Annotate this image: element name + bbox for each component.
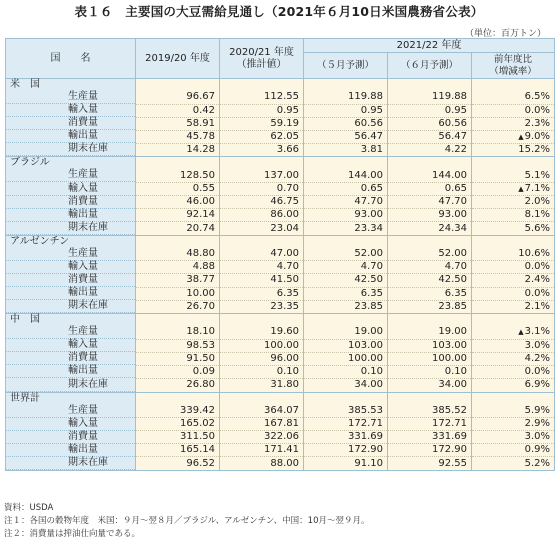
value-cell: 42.50 (388, 274, 472, 287)
value-cell: 4.70 (388, 261, 472, 274)
value-cell: 20.74 (136, 222, 220, 236)
value-cell: 56.47 (304, 130, 388, 143)
change-value: 2.4% (524, 274, 551, 286)
value-cell: 172.90 (388, 444, 472, 457)
value-cell: 26.70 (136, 300, 220, 314)
item-label: 期末在庫 (6, 222, 135, 235)
change-cell (472, 91, 555, 104)
value-cell: 4.70 (304, 261, 388, 274)
item-label: 輸入量 (6, 183, 135, 196)
item-label-cell (6, 261, 136, 274)
value-cell: 144.00 (304, 169, 388, 182)
change-value: 5.1% (524, 169, 551, 181)
item-label: 消費量 (6, 352, 135, 365)
change-cell (472, 209, 555, 222)
item-label-cell (6, 182, 136, 195)
change-cell (472, 196, 555, 209)
value-cell: 322.06 (220, 431, 304, 444)
value-cell: 31.80 (220, 379, 304, 393)
group-row (6, 157, 555, 170)
value-cell: 38.77 (136, 274, 220, 287)
empty-cell (220, 79, 304, 92)
header-2020 (220, 39, 304, 79)
group-name-cell (6, 392, 136, 405)
value-cell: 3.81 (304, 143, 388, 157)
item-label: 輸出量 (6, 209, 135, 222)
unit-label: （単位：百万トン） (464, 29, 546, 39)
value-cell: 45.78 (136, 130, 220, 143)
change-cell (472, 379, 555, 393)
item-label-cell (6, 222, 136, 236)
value-cell: 98.53 (136, 339, 220, 352)
change-cell (472, 143, 555, 157)
empty-cell (136, 235, 220, 248)
value-cell: 0.55 (136, 182, 220, 195)
value-cell: 47.70 (304, 196, 388, 209)
empty-cell (388, 79, 472, 92)
empty-cell (304, 314, 388, 327)
change-cell (472, 339, 555, 352)
empty-cell (388, 314, 472, 327)
item-label: 期末在庫 (6, 143, 135, 156)
value-cell: 23.04 (220, 222, 304, 236)
item-label: 輸入量 (6, 261, 135, 274)
change-cell (472, 405, 555, 418)
item-label: 輸出量 (6, 287, 135, 300)
change-cell (472, 300, 555, 314)
value-cell: 91.10 (304, 457, 388, 471)
item-label-cell (6, 169, 136, 182)
table-row (6, 418, 555, 431)
empty-cell (304, 235, 388, 248)
value-cell: 100.00 (220, 339, 304, 352)
item-label: 生産量 (6, 405, 135, 418)
change-value: 5.9% (524, 404, 551, 416)
value-cell: 52.00 (304, 248, 388, 261)
notes (4, 502, 369, 541)
value-cell: 128.50 (136, 169, 220, 182)
value-cell: 23.85 (388, 300, 472, 314)
value-cell: 91.50 (136, 352, 220, 365)
empty-cell (136, 392, 220, 405)
header-change (472, 53, 555, 79)
change-cell (472, 104, 555, 117)
item-label: 生産量 (6, 91, 135, 104)
value-cell: 24.34 (388, 222, 472, 236)
value-cell: 172.71 (304, 418, 388, 431)
change-cell (472, 182, 555, 195)
change-value: 8.1% (524, 209, 551, 221)
empty-cell (136, 314, 220, 327)
table-row (6, 91, 555, 104)
value-cell: 6.35 (304, 287, 388, 300)
value-cell: 41.50 (220, 274, 304, 287)
value-cell: 4.88 (136, 261, 220, 274)
item-label: 輸入量 (6, 418, 135, 431)
change-value: 0.0% (524, 365, 551, 377)
value-cell: 172.90 (304, 444, 388, 457)
item-label-cell (6, 274, 136, 287)
table-row (6, 209, 555, 222)
value-cell: 14.28 (136, 143, 220, 157)
change-value: 0.0% (524, 104, 551, 116)
header-2019: 2019/20 年度 (136, 39, 220, 79)
item-label: 生産量 (6, 248, 135, 261)
change-cell (472, 457, 555, 471)
value-cell: 112.55 (220, 91, 304, 104)
item-label-cell (6, 130, 136, 143)
value-cell: 0.95 (220, 104, 304, 117)
value-cell: 58.91 (136, 117, 220, 130)
change-value: 0.0% (524, 261, 551, 273)
item-label-cell (6, 326, 136, 339)
value-cell: 10.00 (136, 287, 220, 300)
change-value: 7.1% (524, 183, 551, 195)
value-cell: 26.80 (136, 379, 220, 393)
value-cell: 165.02 (136, 418, 220, 431)
item-label-cell (6, 339, 136, 352)
change-value: 15.2% (518, 144, 551, 156)
item-label-cell (6, 287, 136, 300)
item-label-cell (6, 104, 136, 117)
value-cell: 0.42 (136, 104, 220, 117)
value-cell: 385.52 (388, 405, 472, 418)
header-change-top: 前年度比 (494, 53, 533, 65)
change-cell (472, 130, 555, 143)
value-cell: 167.81 (220, 418, 304, 431)
empty-cell (220, 314, 304, 327)
value-cell: 0.10 (220, 365, 304, 378)
header-change-bottom: （増減率） (489, 65, 537, 77)
item-label: 期末在庫 (6, 300, 135, 313)
item-label-cell (6, 196, 136, 209)
table-row (6, 261, 555, 274)
value-cell: 119.88 (388, 91, 472, 104)
value-cell: 0.10 (304, 365, 388, 378)
value-cell: 23.85 (304, 300, 388, 314)
value-cell: 59.19 (220, 117, 304, 130)
table-row (6, 169, 555, 182)
value-cell: 6.35 (220, 287, 304, 300)
item-label: 消費量 (6, 431, 135, 444)
value-cell: 60.56 (304, 117, 388, 130)
item-label: 輸出量 (6, 444, 135, 457)
table-row (6, 405, 555, 418)
item-label: 生産量 (6, 326, 135, 339)
item-label-cell (6, 248, 136, 261)
header-2020-year: 2020/21 年度 (229, 46, 294, 58)
value-cell: 93.00 (304, 209, 388, 222)
table-row (6, 287, 555, 300)
item-label-cell (6, 379, 136, 393)
group-row (6, 79, 555, 92)
table-row (6, 274, 555, 287)
table-row (6, 143, 555, 157)
empty-cell (304, 392, 388, 405)
value-cell: 137.00 (220, 169, 304, 182)
group-row (6, 392, 555, 405)
table-row (6, 117, 555, 130)
value-cell: 47.70 (388, 196, 472, 209)
value-cell: 311.50 (136, 431, 220, 444)
value-cell: 0.65 (304, 182, 388, 195)
value-cell: 0.70 (220, 182, 304, 195)
header-june: （６月予測） (388, 53, 472, 79)
change-value: 6.9% (524, 379, 551, 391)
change-cell (472, 117, 555, 130)
table-row (6, 248, 555, 261)
empty-cell (304, 157, 388, 170)
value-cell: 46.75 (220, 196, 304, 209)
item-label: 輸出量 (6, 130, 135, 143)
item-label: 消費量 (6, 196, 135, 209)
value-cell: 46.00 (136, 196, 220, 209)
table-row (6, 365, 555, 378)
item-label-cell (6, 457, 136, 471)
change-cell (472, 287, 555, 300)
group-name: 中 国 (10, 314, 40, 326)
item-label: 生産量 (6, 169, 135, 182)
item-label-cell (6, 209, 136, 222)
value-cell: 0.09 (136, 365, 220, 378)
value-cell: 4.70 (220, 261, 304, 274)
value-cell: 103.00 (304, 339, 388, 352)
value-cell: 48.80 (136, 248, 220, 261)
soybean-table (5, 38, 555, 471)
change-value: 6.5% (524, 91, 551, 103)
item-label-cell (6, 444, 136, 457)
note-source: 資料：USDA (4, 503, 54, 513)
item-label: 輸出量 (6, 365, 135, 378)
value-cell: 96.00 (220, 352, 304, 365)
value-cell: 18.10 (136, 326, 220, 339)
change-value: 10.6% (518, 248, 551, 260)
value-cell: 86.00 (220, 209, 304, 222)
value-cell: 171.41 (220, 444, 304, 457)
header-2020-note: （推計値） (236, 58, 287, 70)
item-label: 輸入量 (6, 339, 135, 352)
change-value: 0.9% (524, 444, 551, 456)
group-name: 米 国 (10, 79, 40, 91)
change-value: 9.0% (524, 130, 551, 142)
header-may: （５月予測） (304, 53, 388, 79)
header-name: 国 名 (6, 39, 136, 79)
empty-cell (472, 235, 555, 248)
value-cell: 23.35 (220, 300, 304, 314)
empty-cell (388, 392, 472, 405)
value-cell: 172.71 (388, 418, 472, 431)
item-label: 消費量 (6, 274, 135, 287)
table-row (6, 300, 555, 314)
table-row (6, 104, 555, 117)
change-cell (472, 274, 555, 287)
note-1: 注１：各国の穀物年度 米国：９月～翌８月／ブラジル、アルゼンチン、中国：10月～翌９月。 (4, 516, 370, 526)
change-value: 2.3% (524, 117, 551, 129)
empty-cell (220, 157, 304, 170)
value-cell: 42.50 (304, 274, 388, 287)
value-cell: 144.00 (388, 169, 472, 182)
value-cell: 52.00 (388, 248, 472, 261)
empty-cell (136, 157, 220, 170)
group-name: アルゼンチン (10, 235, 70, 247)
item-label-cell (6, 352, 136, 365)
value-cell: 19.60 (220, 326, 304, 339)
empty-cell (388, 157, 472, 170)
header-2021-group: 2021/22 年度 (304, 39, 555, 53)
value-cell: 19.00 (304, 326, 388, 339)
change-cell (472, 222, 555, 236)
empty-cell (472, 314, 555, 327)
value-cell: 103.00 (388, 339, 472, 352)
change-cell (472, 169, 555, 182)
item-label-cell (6, 300, 136, 314)
change-cell (472, 444, 555, 457)
value-cell: 331.69 (304, 431, 388, 444)
negative-triangle-icon: ▲ (518, 132, 524, 141)
table-row (6, 222, 555, 236)
group-name: ブラジル (10, 157, 50, 169)
value-cell: 119.88 (304, 91, 388, 104)
table-row (6, 339, 555, 352)
item-label: 輸入量 (6, 104, 135, 117)
item-label-cell (6, 405, 136, 418)
change-value: 3.0% (524, 431, 551, 443)
change-value: 5.6% (524, 222, 551, 234)
value-cell: 96.52 (136, 457, 220, 471)
change-cell (472, 418, 555, 431)
empty-cell (136, 79, 220, 92)
change-value: 3.1% (524, 326, 551, 338)
value-cell: 3.66 (220, 143, 304, 157)
value-cell: 4.22 (388, 143, 472, 157)
value-cell: 23.34 (304, 222, 388, 236)
change-value: 2.9% (524, 418, 551, 430)
value-cell: 339.42 (136, 405, 220, 418)
value-cell: 96.67 (136, 91, 220, 104)
empty-cell (304, 79, 388, 92)
value-cell: 0.65 (388, 182, 472, 195)
empty-cell (388, 235, 472, 248)
group-row (6, 314, 555, 327)
item-label-cell (6, 431, 136, 444)
group-name-cell (6, 157, 136, 170)
empty-cell (220, 392, 304, 405)
value-cell: 364.07 (220, 405, 304, 418)
table-row (6, 444, 555, 457)
value-cell: 0.95 (304, 104, 388, 117)
value-cell: 6.35 (388, 287, 472, 300)
value-cell: 47.00 (220, 248, 304, 261)
value-cell: 34.00 (388, 379, 472, 393)
item-label: 期末在庫 (6, 457, 135, 470)
value-cell: 88.00 (220, 457, 304, 471)
value-cell: 331.69 (388, 431, 472, 444)
table-row (6, 352, 555, 365)
table-title: 表１６ 主要国の大豆需給見通し（2021年６月10日米国農務省公表） (74, 4, 484, 19)
table-row (6, 182, 555, 195)
table-row (6, 431, 555, 444)
value-cell: 34.00 (304, 379, 388, 393)
value-cell: 62.05 (220, 130, 304, 143)
value-cell: 19.00 (388, 326, 472, 339)
table-body (6, 79, 555, 471)
item-label-cell (6, 117, 136, 130)
change-value: 2.1% (524, 300, 551, 312)
group-name: 世界計 (10, 392, 40, 404)
table-row (6, 196, 555, 209)
change-cell (472, 365, 555, 378)
table-row (6, 457, 555, 471)
value-cell: 92.55 (388, 457, 472, 471)
item-label: 消費量 (6, 117, 135, 130)
change-cell (472, 248, 555, 261)
value-cell: 0.95 (388, 104, 472, 117)
item-label-cell (6, 365, 136, 378)
change-value: 3.0% (524, 339, 551, 351)
value-cell: 100.00 (388, 352, 472, 365)
negative-triangle-icon: ▲ (518, 328, 524, 337)
change-value: 0.0% (524, 287, 551, 299)
value-cell: 165.14 (136, 444, 220, 457)
value-cell: 92.14 (136, 209, 220, 222)
change-value: 5.2% (524, 457, 551, 469)
change-cell (472, 261, 555, 274)
empty-cell (220, 235, 304, 248)
group-name-cell (6, 314, 136, 327)
value-cell: 60.56 (388, 117, 472, 130)
change-value: 4.2% (524, 352, 551, 364)
table-row (6, 326, 555, 339)
item-label-cell (6, 143, 136, 157)
change-cell (472, 326, 555, 339)
item-label-cell (6, 91, 136, 104)
change-cell (472, 352, 555, 365)
item-label-cell (6, 418, 136, 431)
empty-cell (472, 157, 555, 170)
note-2: 注２：消費量は搾油仕向量である。 (4, 529, 141, 539)
value-cell: 0.10 (388, 365, 472, 378)
group-row (6, 235, 555, 248)
value-cell: 100.00 (304, 352, 388, 365)
empty-cell (472, 79, 555, 92)
group-name-cell (6, 79, 136, 92)
value-cell: 93.00 (388, 209, 472, 222)
change-value: 2.0% (524, 196, 551, 208)
table-row (6, 379, 555, 393)
empty-cell (472, 392, 555, 405)
item-label: 期末在庫 (6, 379, 135, 392)
value-cell: 385.53 (304, 405, 388, 418)
value-cell: 56.47 (388, 130, 472, 143)
table-row (6, 130, 555, 143)
group-name-cell (6, 235, 136, 248)
negative-triangle-icon: ▲ (518, 185, 524, 194)
change-cell (472, 431, 555, 444)
